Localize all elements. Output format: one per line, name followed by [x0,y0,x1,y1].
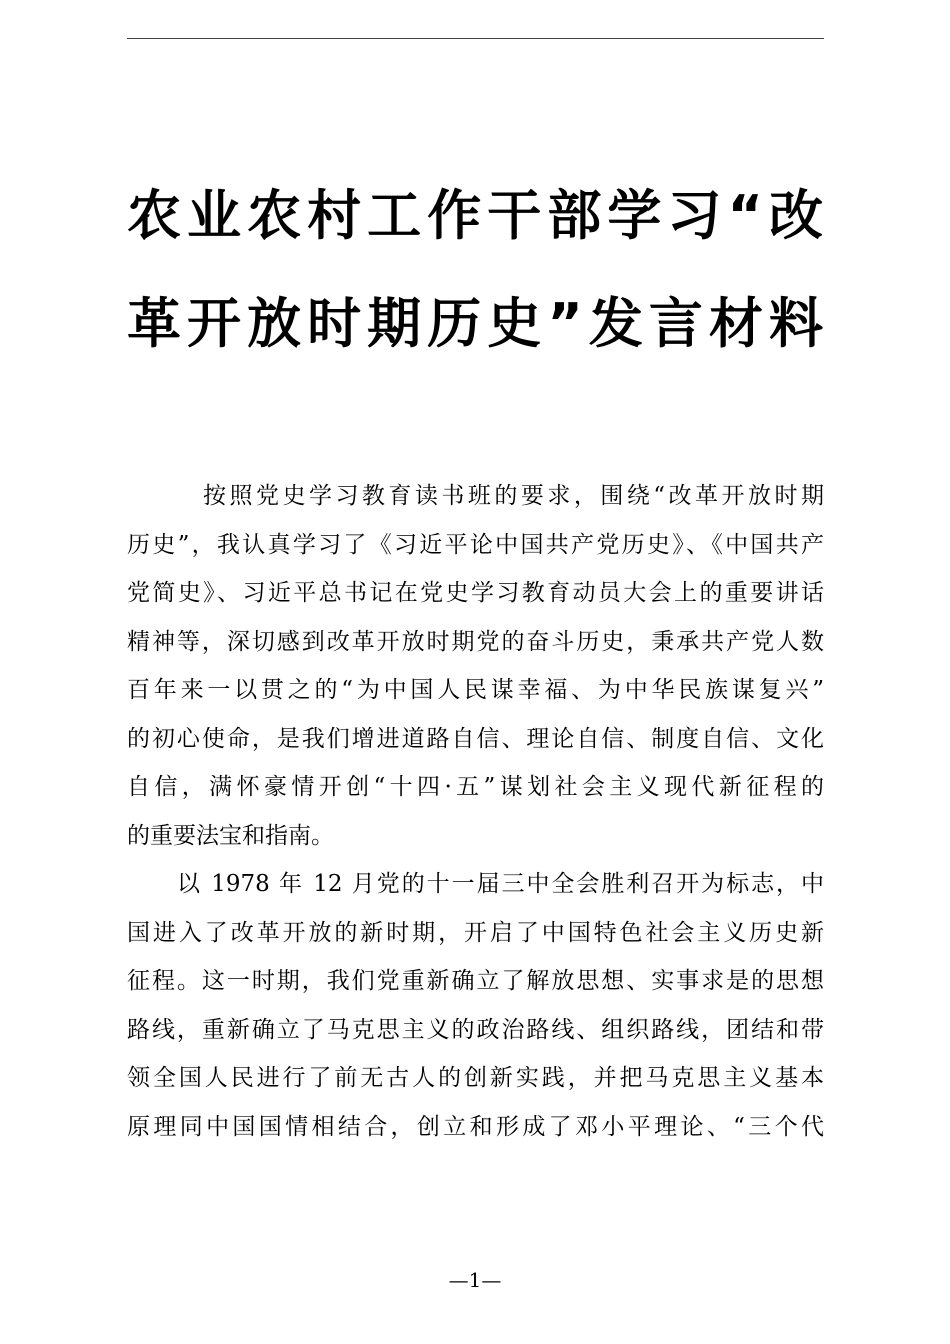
text-line: 原理同中国国情相结合，创立和形成了邓小平理论、“三个代 [127,1113,824,1140]
text-line: 党简史》、习近平总书记在党史学习教育动员大会上的重要讲话 [127,580,824,606]
text-line: 征程。这一时期，我们党重新确立了解放思想、实事求是的思想 [127,968,824,994]
text-line: 自信，满怀豪情开创“十四·五”谋划社会主义现代新征程的 [127,774,824,800]
text-line: 以 1978 年 12 月党的十一届三中全会胜利召开为标志，中 [177,871,824,897]
text-line: 按照党史学习教育读书班的要求，围绕“改革开放时期 [203,483,824,509]
paragraph [127,472,824,860]
text-line: 国进入了改革开放的新时期，开启了中国特色社会主义历史新 [127,919,824,946]
document-body [127,472,824,1151]
text-line: 百年来一以贯之的“为中国人民谋幸福、为中华民族谋复兴” [127,677,824,703]
paragraph [127,860,824,1151]
header-rule [127,38,824,39]
text-line: 精神等，深切感到改革开放时期党的奋斗历史，秉承共产党人数 [127,628,824,655]
text-line: 领全国人民进行了前无古人的创新实践，并把马克思主义基本 [127,1065,824,1091]
title-line: 农业农村工作干部学习“改 [127,184,824,247]
title-line: 革开放时期历史”发言材料 [127,292,824,355]
text-line: 历史”，我认真学习了《习近平论中国共产党历史》、《中国共产 [127,531,824,558]
text-line: 的初心使命，是我们增进道路自信、理论自信、制度自信、文化 [127,725,824,752]
text-line: 路线，重新确立了马克思主义的政治路线、组织路线，团结和带 [127,1016,824,1043]
document-title [127,162,824,378]
page-number: —1— [448,1268,502,1292]
text-line: 的重要法宝和指南。 [127,822,334,849]
